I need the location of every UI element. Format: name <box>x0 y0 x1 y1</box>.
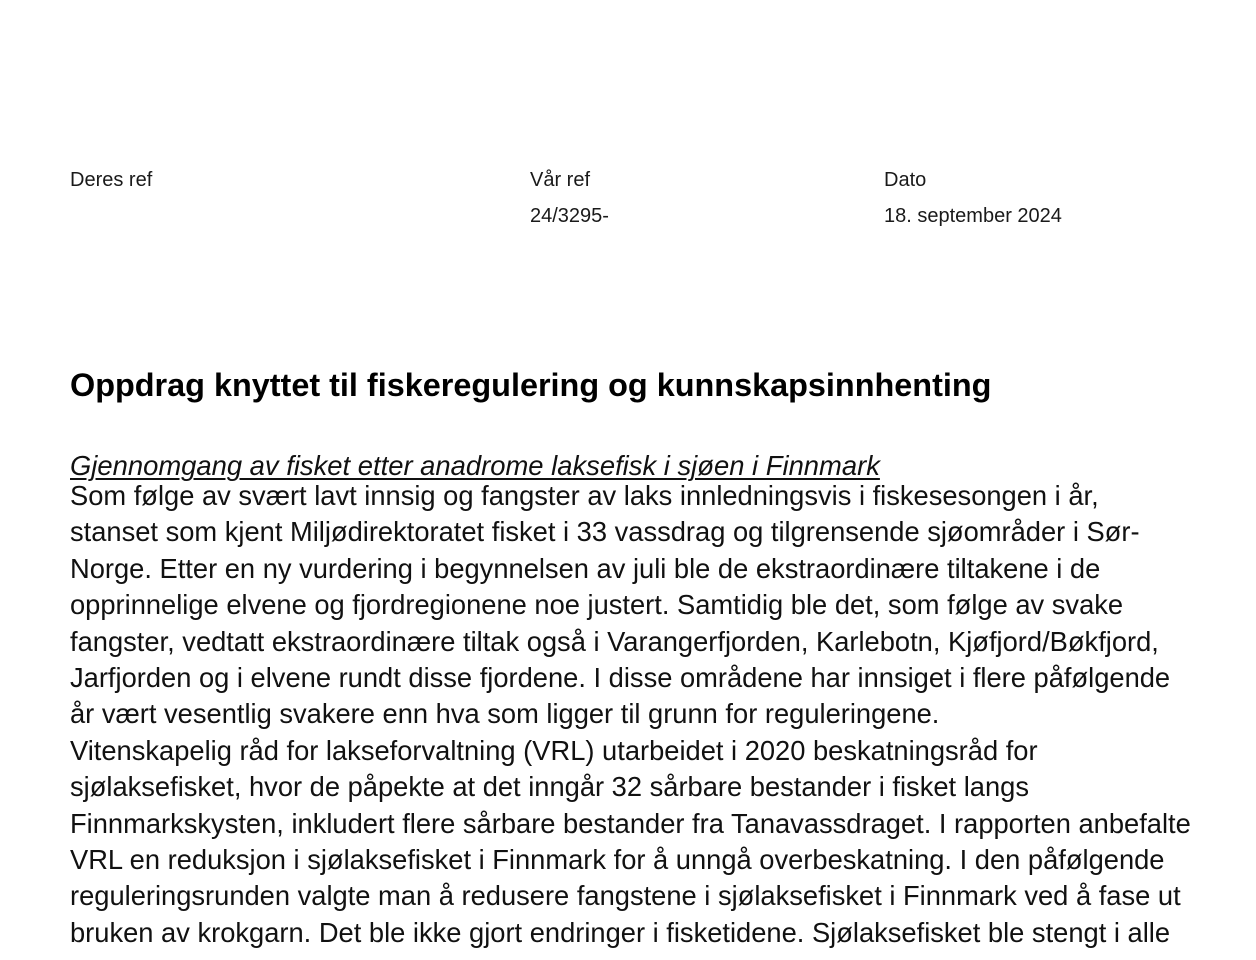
body-line: bruken av krokgarn. Det ble ikke gjort endringer i fisketidene. Sjølaksefisket ble stengt i alle <box>70 916 1171 948</box>
their-ref-label: Deres ref <box>70 169 153 191</box>
our-ref-label: Vår ref <box>530 169 591 191</box>
body-line: Norge. Etter en ny vurdering i begynnelsen av juli ble de ekstraordinære tiltakene i de <box>70 552 1101 584</box>
body-line: stanset som kjent Miljødirektoratet fisket i 33 vassdrag og tilgrensende sjøområder i Sør- <box>70 516 1140 548</box>
section-heading: Gjennomgang av fisket etter anadrome laksefisk i sjøen i Finnmark <box>70 450 880 481</box>
document-title: Oppdrag knyttet til fiskeregulering og kunnskapsinnhenting <box>70 367 992 403</box>
body-line: Som følge av svært lavt innsig og fangster av laks innledningsvis i fiskesesongen i år, <box>70 480 1099 511</box>
date-label: Dato <box>884 169 927 191</box>
body-line: Jarfjorden og i elvene rundt disse fjordene. I disse områdene har innsiget i flere påfølgende <box>70 661 1171 693</box>
body-line: sjølaksefisket, hvor de påpekte at det inngår 32 sårbare bestander i fisket langs <box>70 771 1029 803</box>
body-line: år vært vesentlig svakere enn hva som ligger til grunn for reguleringene. <box>70 698 940 730</box>
letter-body <box>70 478 1240 951</box>
body-line: Finnmarkskysten, inkludert flere sårbare bestander fra Tanavassdraget. I rapporten anbefalte <box>70 807 1191 839</box>
body-line: Vitenskapelig råd for lakseforvaltning (VRL) utarbeidet i 2020 beskatningsråd for <box>70 734 1038 766</box>
date-value: 18. september 2024 <box>884 205 1062 227</box>
our-ref-value: 24/3295- <box>530 205 609 227</box>
body-line: reguleringsrunden valgte man å redusere fangstene i sjølaksefisket i Finnmark ved å fase ut <box>70 880 1181 912</box>
body-line: VRL en reduksjon i sjølaksefisket i Finnmark for å unngå overbeskatning. I den påfølgende <box>70 843 1165 875</box>
body-line: fangster, vedtatt ekstraordinære tiltak også i Varangerfjorden, Karlebotn, Kjøfjord/Bøkfjord, <box>70 625 1159 657</box>
body-line: opprinnelige elvene og fjordregionene noe justert. Samtidig ble det, som følge av svake <box>70 589 1124 621</box>
